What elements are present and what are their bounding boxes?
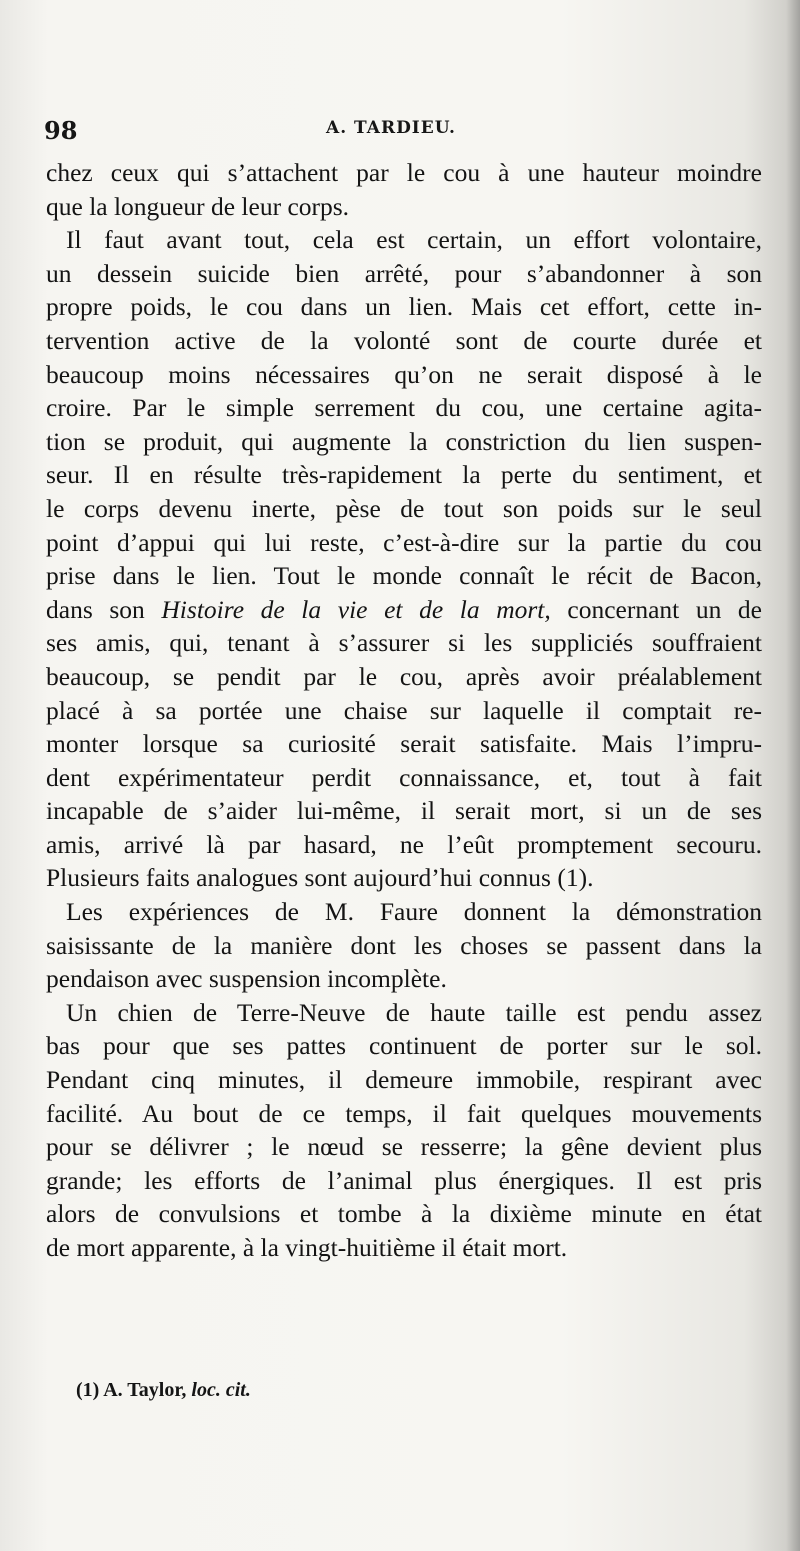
paragraph-3 [46, 895, 762, 996]
text-line: de mort apparente, à la vingt-huitième il était mort. [46, 1233, 568, 1262]
text-line: Il faut avant tout, cela est certain, un effort volontaire, [66, 225, 762, 255]
text-line: Pendant cinq minutes, il demeure immobile, respirant avec [46, 1065, 762, 1095]
page-header [44, 116, 764, 146]
paragraph-1 [46, 156, 762, 223]
text-fragment: dans son [46, 594, 145, 624]
text-line: alors de convulsions et tombe à la dixième minute en état [46, 1199, 762, 1229]
text-line: pendaison avec suspension incomplète. [46, 964, 447, 994]
text-line: seur. Il en résulte très-rapidement la perte du sentiment, et [46, 460, 762, 490]
body-text [46, 156, 762, 1265]
footnote-marker: (1) A. Taylor, [76, 1379, 187, 1401]
paragraph-4 [46, 996, 762, 1265]
text-line: Les expériences de M. Faure donnent la démonstration [66, 897, 762, 927]
text-line: facilité. Au bout de ce temps, il fait quelques mouvements [46, 1098, 762, 1128]
text-line: pour se délivrer ; le nœud se resserre; la gêne devient plus [46, 1132, 762, 1162]
text-line: Plusieurs faits analogues sont aujourd’hui connus (1). [46, 863, 594, 893]
text-line: dent expérimentateur perdit connaissance, et, tout à fait [46, 762, 762, 792]
text-line: Un chien de Terre-Neuve de haute taille est pendu assez [66, 997, 762, 1027]
text-line: saisissante de la manière dont les choses se passent dans la [46, 930, 762, 960]
text-line: beaucoup, se pendit par le cou, après avoir préalablement [46, 661, 762, 691]
paragraph-2 [46, 223, 762, 895]
text-line: croire. Par le simple serrement du cou, une certaine agita- [46, 393, 762, 423]
text-line-with-title [46, 593, 762, 627]
text-line: bas pour que ses pattes continuent de porter sur le sol. [46, 1031, 762, 1061]
text-line: ses amis, qui, tenant à s’assurer si les suppliciés souffraient [46, 628, 762, 658]
page-number: 98 [44, 116, 78, 145]
text-line: grande; les efforts de l’animal plus énergiques. Il est pris [46, 1165, 762, 1195]
text-line: placé à sa portée une chaise sur laquelle il comptait re- [46, 695, 762, 725]
text-line: un dessein suicide bien arrêté, pour s’abandonner à son [46, 258, 762, 288]
text-line: que la longueur de leur corps. [46, 191, 350, 221]
text-line: beaucoup moins nécessaires qu’on ne serait disposé à le [46, 359, 762, 389]
footnote [76, 1379, 251, 1402]
text-line: tervention active de la volonté sont de courte durée et [46, 325, 762, 355]
text-line: propre poids, le cou dans un lien. Mais cet effort, cette in- [46, 292, 762, 322]
text-line: le corps devenu inerte, pèse de tout son poids sur le seul [46, 493, 762, 523]
footnote-citation: loc. cit. [191, 1379, 251, 1401]
book-title: Histoire de la vie et de la mort, [161, 594, 551, 624]
text-line: point d’appui qui lui reste, c’est-à-dire sur la partie du cou [46, 527, 762, 557]
text-line: tion se produit, qui augmente la constriction du lien suspen- [46, 426, 762, 456]
text-line: monter lorsque sa curiosité serait satisfaite. Mais l’impru- [46, 729, 762, 759]
text-line: chez ceux qui s’attachent par le cou à une hauteur moindre [46, 158, 762, 187]
text-line: amis, arrivé là par hasard, ne l’eût promptement secouru. [46, 829, 762, 859]
text-line: prise dans le lien. Tout le monde connaît le récit de Bacon, [46, 561, 762, 591]
text-line: incapable de s’aider lui-même, il serait mort, si un de ses [46, 796, 762, 826]
running-head: A. TARDIEU. [326, 118, 456, 138]
text-fragment: concernant un de [567, 594, 762, 624]
